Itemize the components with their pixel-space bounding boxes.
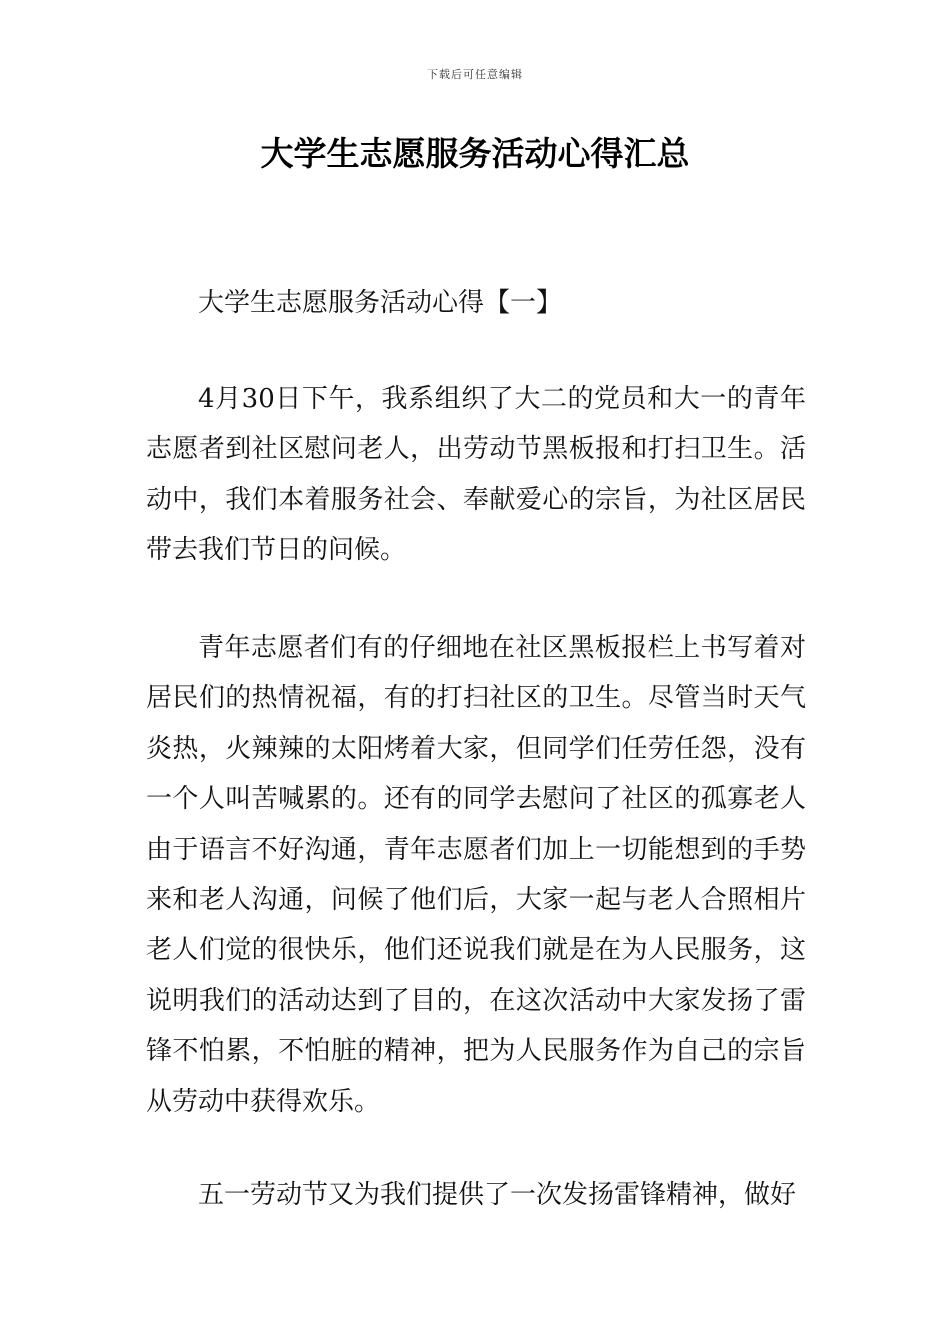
document-title: 大学生志愿服务活动心得汇总 <box>260 134 690 173</box>
paragraph-3: 五一劳动节又为我们提供了一次发扬雷锋精神，做好 <box>198 1180 797 1210</box>
paragraph-2: 青年志愿者们有的仔细地在社区黑板报栏上书写着对居民们的热情祝福，有的打扫社区的卫生。尽管当时天气炎热，火辣辣的太阳烤着大家，但同学们任劳任怨，没有一个人叫苦喊累的。还有的同学去慰问了社区的孤寡老人由于语言不好沟通，青年志愿者们加上一切能想到的手势来和老人沟通，问候了他们后，大家一起与老人合照相片老人们觉的很快乐，他们还说我们就是在为人民服务，这说明我们的活动达到了目的，在这次活动中大家发扬了雷锋不怕累，不怕脏的精神，把为人民服务作为自己的宗旨从劳动中获得欢乐。 <box>146 633 806 1117</box>
section-heading: 大学生志愿服务活动心得【一】 <box>198 288 563 318</box>
header-note: 下载后可任意编辑 <box>427 68 523 81</box>
paragraph-1: 4月30日下午，我系组织了大二的党员和大一的青年志愿者到社区慰问老人，出劳动节黑板报和打扫卫生。活动中，我们本着服务社会、奉献爱心的宗旨，为社区居民带去我们节日的问候。 <box>146 384 806 566</box>
